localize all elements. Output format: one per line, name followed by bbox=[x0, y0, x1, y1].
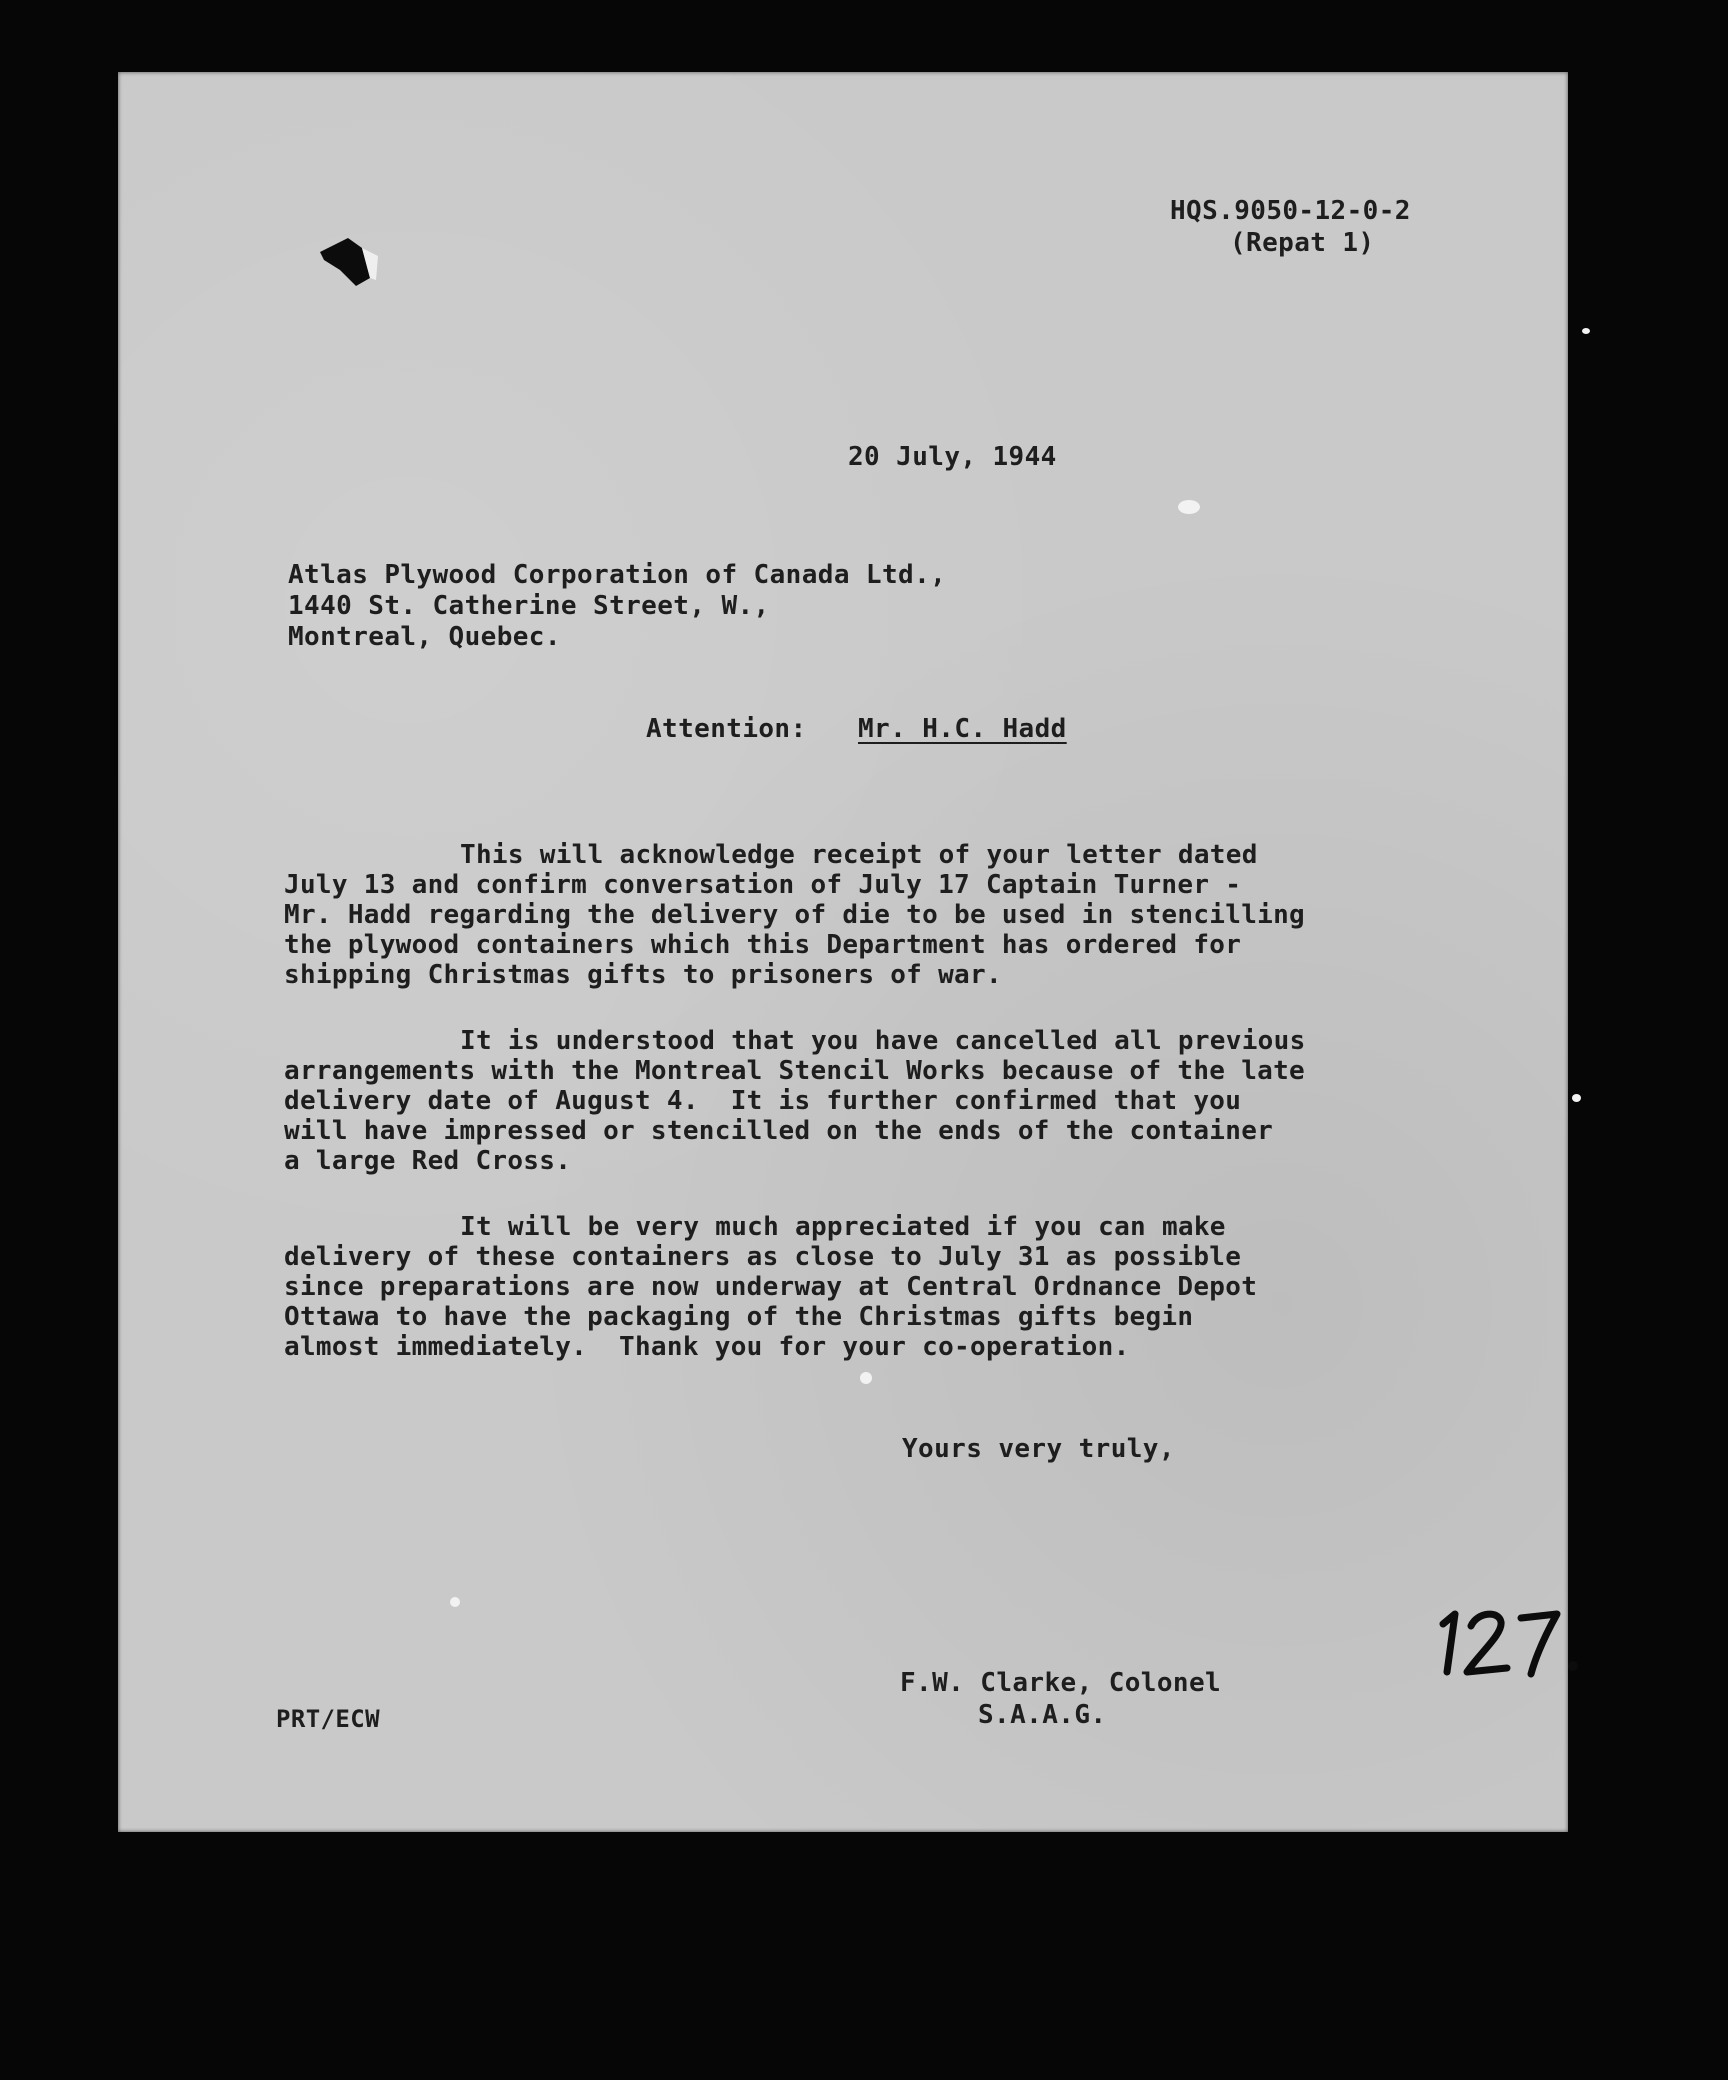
paragraph-line: since preparations are now underway at Central Ordnance Depot bbox=[284, 1272, 1258, 1302]
letter-page bbox=[118, 72, 1568, 1832]
paragraph-line: Mr. Hadd regarding the delivery of die to be used in stencilling bbox=[284, 900, 1306, 930]
file-reference-sub: (Repat 1) bbox=[1230, 228, 1375, 258]
attention-label: Attention: bbox=[646, 714, 807, 744]
reference-initials: PRT/ECW bbox=[276, 1705, 380, 1733]
paragraph-line: arrangements with the Montreal Stencil Works because of the late bbox=[284, 1056, 1306, 1086]
paragraph-line: It will be very much appreciated if you can make bbox=[460, 1212, 1226, 1242]
film-speck bbox=[1572, 1094, 1581, 1102]
attention-name: Mr. H.C. Hadd bbox=[858, 714, 1067, 744]
addressee-line: 1440 St. Catherine Street, W., bbox=[288, 591, 770, 621]
addressee-line: Atlas Plywood Corporation of Canada Ltd., bbox=[288, 560, 947, 590]
paragraph-line: shipping Christmas gifts to prisoners of war. bbox=[284, 960, 1002, 990]
film-speck bbox=[1582, 328, 1590, 334]
body-paragraph-1 bbox=[284, 840, 1305, 990]
paragraph-line: Ottawa to have the packaging of the Christmas gifts begin bbox=[284, 1302, 1194, 1332]
file-reference-number: HQS.9050-12-0-2 bbox=[1170, 196, 1411, 226]
addressee-line: Montreal, Quebec. bbox=[288, 622, 561, 652]
film-speck bbox=[450, 1597, 460, 1607]
signatory-title: S.A.A.G. bbox=[978, 1700, 1107, 1730]
body-paragraph-3 bbox=[284, 1212, 1257, 1362]
handwritten-page-number bbox=[1433, 1592, 1593, 1682]
letter-date: 20 July, 1944 bbox=[848, 442, 1057, 472]
punch-hole-mark bbox=[318, 230, 388, 300]
signatory-name: F.W. Clarke, Colonel bbox=[900, 1668, 1222, 1698]
paragraph-line: July 13 and confirm conversation of July 17 Captain Turner - bbox=[284, 870, 1242, 900]
paragraph-line: will have impressed or stencilled on the ends of the container bbox=[284, 1116, 1274, 1146]
paragraph-line: delivery of these containers as close to July 31 as possible bbox=[284, 1242, 1242, 1272]
paragraph-line: the plywood containers which this Department has ordered for bbox=[284, 930, 1242, 960]
paragraph-line: a large Red Cross. bbox=[284, 1146, 572, 1176]
paragraph-line: It is understood that you have cancelled all previous bbox=[460, 1026, 1306, 1056]
closing: Yours very truly, bbox=[902, 1434, 1175, 1464]
film-speck bbox=[860, 1372, 872, 1384]
film-speck bbox=[1178, 500, 1200, 514]
paragraph-line: This will acknowledge receipt of your letter dated bbox=[460, 840, 1258, 870]
body-paragraph-2 bbox=[284, 1026, 1306, 1176]
paragraph-line: delivery date of August 4. It is further confirmed that you bbox=[284, 1086, 1242, 1116]
paragraph-line: almost immediately. Thank you for your co-operation. bbox=[284, 1332, 1130, 1362]
